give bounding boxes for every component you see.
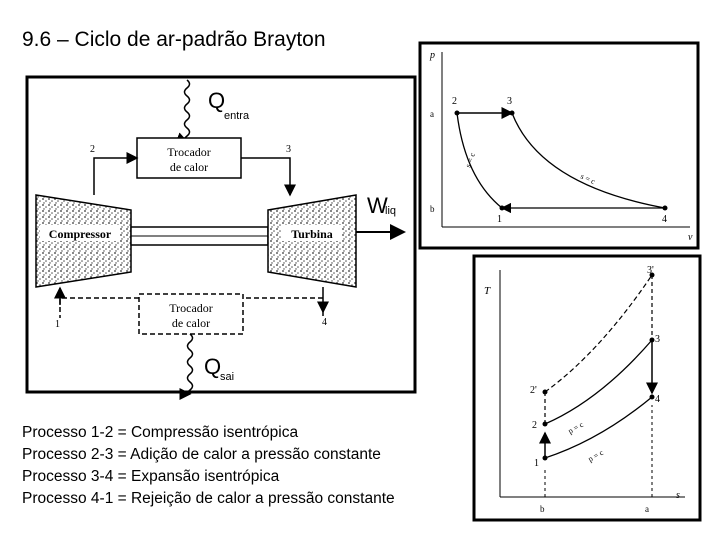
q-in-sub: entra: [224, 110, 250, 122]
pv-pt4: 4: [662, 214, 667, 225]
w-label: W: [367, 193, 388, 218]
process-item: Processo 1-2 = Compressão isentrópica: [22, 424, 299, 441]
ts-pt2: 2: [532, 420, 537, 431]
ts-p-c-23: p = c: [566, 419, 585, 436]
ts-curve-23: [545, 340, 652, 424]
ts-curve-2p3p: [545, 275, 652, 392]
hx-top-line1: Trocador: [167, 145, 211, 159]
ts-pt3p: 3': [647, 265, 654, 276]
process-item: Processo 4-1 = Rejeição de calor a pressão constante: [22, 490, 395, 507]
state-3-label: 3: [286, 144, 291, 155]
pv-curve-34: [512, 113, 665, 208]
ts-pt4: 4: [655, 394, 660, 405]
ts-b-label: b: [540, 504, 545, 514]
pv-pt1: 1: [497, 214, 502, 225]
ts-x-label: s: [676, 490, 680, 501]
q-in-label: Q: [208, 88, 226, 113]
ts-y-label: T: [484, 285, 491, 297]
compressor-label: Compressor: [48, 227, 112, 241]
pipe-3: [241, 158, 290, 195]
pv-pt2: 2: [452, 96, 457, 107]
state-2-label: 2: [90, 144, 95, 155]
pv-s-c-34: s = c: [579, 171, 597, 187]
hx-bottom-line2: de calor: [171, 316, 211, 330]
state-4-label: 4: [322, 317, 327, 328]
pv-pt3: 3: [507, 96, 512, 107]
process-item: Processo 3-4 = Expansão isentrópica: [22, 468, 280, 485]
ts-pt2p: 2': [530, 385, 537, 396]
process-item: Processo 2-3 = Adição de calor a pressão constante: [22, 446, 381, 463]
slide-title: 9.6 – Ciclo de ar-padrão Brayton: [22, 28, 326, 51]
pipe-1: [60, 298, 139, 318]
state-1-label: 1: [55, 319, 60, 330]
brayton-schematic: [27, 77, 415, 394]
pv-diagram: [420, 43, 698, 248]
hx-top-line2: de calor: [169, 160, 209, 174]
ts-p-c-41: p = c: [586, 447, 605, 464]
pv-curve-12: [457, 113, 502, 208]
pv-y-label: p: [430, 50, 435, 61]
q-out-sub: sai: [220, 371, 235, 383]
ts-frame: [474, 256, 700, 520]
pv-s-c-12: s = c: [463, 151, 478, 169]
turbine-label: Turbina: [291, 227, 333, 241]
pv-x-label: v: [688, 232, 693, 243]
pv-b-label: b: [430, 204, 435, 214]
process-list: [22, 422, 395, 510]
pv-frame: [420, 43, 698, 248]
heat-out-arrow: [188, 334, 193, 394]
w-sub: liq: [385, 205, 397, 217]
ts-a-label: a: [645, 504, 649, 514]
ts-pt3: 3: [655, 334, 660, 345]
ts-diagram: [474, 256, 700, 520]
hx-bottom-line1: Trocador: [169, 301, 213, 315]
pv-a-label: a: [430, 109, 434, 119]
heat-in-arrow: [185, 80, 190, 142]
ts-pt1: 1: [534, 458, 539, 469]
pipe-2: [94, 158, 137, 195]
q-out-label: Q: [204, 354, 222, 379]
